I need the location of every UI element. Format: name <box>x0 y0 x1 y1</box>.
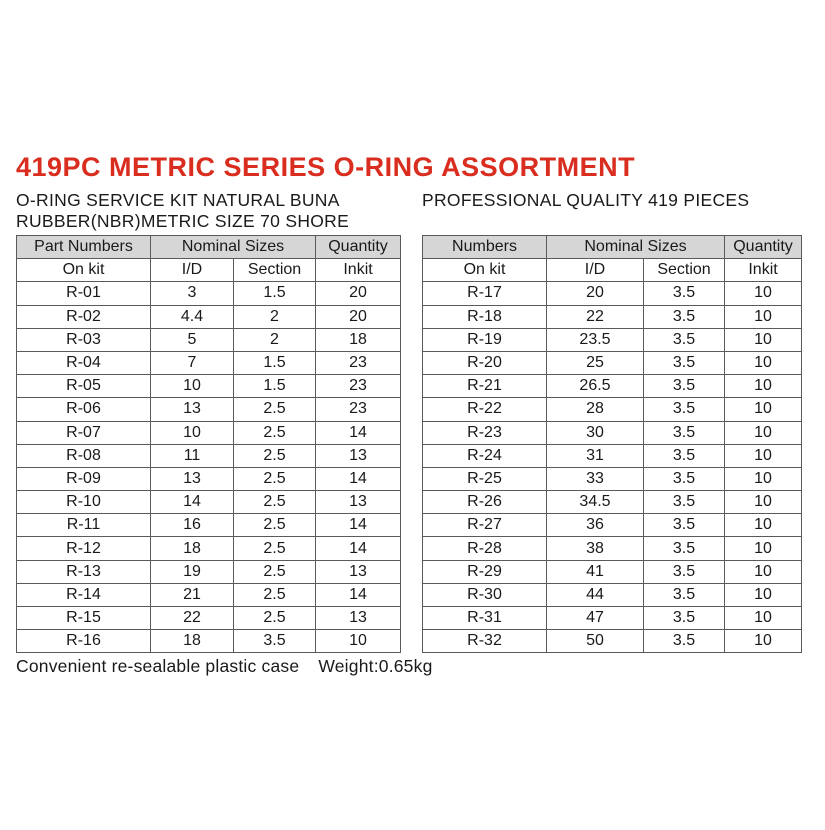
part-number-cell: R-22 <box>423 398 547 421</box>
quantity-cell: 10 <box>725 305 802 328</box>
footer-weight-text: Weight:0.65kg <box>318 656 433 676</box>
quantity-cell: 10 <box>316 630 401 653</box>
footer-note <box>16 656 433 677</box>
table-row <box>17 607 401 630</box>
subheader-section: Section <box>234 259 316 282</box>
id-cell: 13 <box>151 467 234 490</box>
table-row <box>17 514 401 537</box>
footer-case-text: Convenient re-sealable plastic case <box>16 656 300 676</box>
section-cell: 3.5 <box>644 398 725 421</box>
section-cell: 2.5 <box>234 560 316 583</box>
quantity-cell: 14 <box>316 467 401 490</box>
id-cell: 50 <box>547 630 644 653</box>
section-cell: 3.5 <box>644 607 725 630</box>
table-row <box>17 328 401 351</box>
part-number-cell: R-01 <box>17 282 151 305</box>
quantity-cell: 14 <box>316 514 401 537</box>
id-cell: 22 <box>151 607 234 630</box>
table-row <box>17 537 401 560</box>
section-cell: 2 <box>234 328 316 351</box>
quantity-cell: 10 <box>725 375 802 398</box>
table-row <box>17 560 401 583</box>
header-quantity: Quantity <box>316 236 401 259</box>
part-number-cell: R-27 <box>423 514 547 537</box>
quantity-cell: 10 <box>725 491 802 514</box>
header-nominal-sizes: Nominal Sizes <box>151 236 316 259</box>
part-number-cell: R-05 <box>17 375 151 398</box>
table-header-row <box>423 236 802 259</box>
quantity-cell: 23 <box>316 351 401 374</box>
quantity-cell: 13 <box>316 607 401 630</box>
quantity-cell: 10 <box>725 328 802 351</box>
part-number-cell: R-21 <box>423 375 547 398</box>
table-row <box>423 328 802 351</box>
page-title: 419PC METRIC SERIES O-RING ASSORTMENT <box>16 152 636 182</box>
id-cell: 44 <box>547 583 644 606</box>
part-number-cell: R-08 <box>17 444 151 467</box>
id-cell: 38 <box>547 537 644 560</box>
table-row <box>423 491 802 514</box>
part-number-cell: R-15 <box>17 607 151 630</box>
quantity-cell: 10 <box>725 398 802 421</box>
section-cell: 3.5 <box>644 491 725 514</box>
quantity-cell: 10 <box>725 537 802 560</box>
id-cell: 5 <box>151 328 234 351</box>
section-cell: 3.5 <box>644 630 725 653</box>
quantity-cell: 20 <box>316 282 401 305</box>
subheader-on-kit: On kit <box>17 259 151 282</box>
subheader-inkit: Inkit <box>316 259 401 282</box>
quantity-cell: 23 <box>316 398 401 421</box>
right-parts-table <box>422 235 802 653</box>
part-number-cell: R-28 <box>423 537 547 560</box>
id-cell: 20 <box>547 282 644 305</box>
table-row <box>423 282 802 305</box>
section-cell: 3.5 <box>644 537 725 560</box>
part-number-cell: R-11 <box>17 514 151 537</box>
id-cell: 4.4 <box>151 305 234 328</box>
subtitle-left <box>16 190 349 232</box>
id-cell: 33 <box>547 467 644 490</box>
table-row <box>17 398 401 421</box>
table-row <box>423 375 802 398</box>
left-parts-table <box>16 235 401 653</box>
section-cell: 1.5 <box>234 375 316 398</box>
id-cell: 14 <box>151 491 234 514</box>
part-number-cell: R-02 <box>17 305 151 328</box>
table-row <box>423 467 802 490</box>
quantity-cell: 13 <box>316 560 401 583</box>
quantity-cell: 14 <box>316 583 401 606</box>
part-number-cell: R-04 <box>17 351 151 374</box>
part-number-cell: R-29 <box>423 560 547 583</box>
quantity-cell: 14 <box>316 421 401 444</box>
part-number-cell: R-19 <box>423 328 547 351</box>
id-cell: 21 <box>151 583 234 606</box>
subtitle-left-line-1: O-RING SERVICE KIT NATURAL BUNA <box>16 190 340 210</box>
table-header-row <box>17 236 401 259</box>
id-cell: 19 <box>151 560 234 583</box>
part-number-cell: R-23 <box>423 421 547 444</box>
quantity-cell: 10 <box>725 444 802 467</box>
part-number-cell: R-10 <box>17 491 151 514</box>
part-number-cell: R-25 <box>423 467 547 490</box>
quantity-cell: 10 <box>725 560 802 583</box>
id-cell: 26.5 <box>547 375 644 398</box>
quantity-cell: 13 <box>316 444 401 467</box>
section-cell: 2.5 <box>234 467 316 490</box>
table-row <box>17 467 401 490</box>
table-row <box>423 351 802 374</box>
section-cell: 3.5 <box>644 282 725 305</box>
id-cell: 34.5 <box>547 491 644 514</box>
table-row <box>423 537 802 560</box>
section-cell: 2.5 <box>234 583 316 606</box>
table-row <box>423 398 802 421</box>
id-cell: 18 <box>151 537 234 560</box>
section-cell: 3.5 <box>644 514 725 537</box>
table-row <box>17 444 401 467</box>
id-cell: 13 <box>151 398 234 421</box>
part-number-cell: R-09 <box>17 467 151 490</box>
id-cell: 16 <box>151 514 234 537</box>
id-cell: 3 <box>151 282 234 305</box>
quantity-cell: 10 <box>725 583 802 606</box>
quantity-cell: 18 <box>316 328 401 351</box>
part-number-cell: R-12 <box>17 537 151 560</box>
id-cell: 31 <box>547 444 644 467</box>
subtitle-left-line-2: RUBBER(NBR)METRIC SIZE 70 SHORE <box>16 211 350 231</box>
part-number-cell: R-14 <box>17 583 151 606</box>
table-row <box>423 514 802 537</box>
table-row <box>17 282 401 305</box>
part-number-cell: R-13 <box>17 560 151 583</box>
part-number-cell: R-18 <box>423 305 547 328</box>
section-cell: 2.5 <box>234 607 316 630</box>
id-cell: 22 <box>547 305 644 328</box>
table-row <box>423 560 802 583</box>
header-nominal-sizes: Nominal Sizes <box>547 236 725 259</box>
section-cell: 2.5 <box>234 537 316 560</box>
subheader-on-kit: On kit <box>423 259 547 282</box>
subheader-id: I/D <box>547 259 644 282</box>
part-number-cell: R-24 <box>423 444 547 467</box>
part-number-cell: R-20 <box>423 351 547 374</box>
part-number-cell: R-03 <box>17 328 151 351</box>
quantity-cell: 23 <box>316 375 401 398</box>
id-cell: 18 <box>151 630 234 653</box>
id-cell: 47 <box>547 607 644 630</box>
section-cell: 2.5 <box>234 398 316 421</box>
id-cell: 41 <box>547 560 644 583</box>
table-row <box>17 375 401 398</box>
header-part-numbers: Part Numbers <box>17 236 151 259</box>
id-cell: 23.5 <box>547 328 644 351</box>
section-cell: 1.5 <box>234 351 316 374</box>
quantity-cell: 10 <box>725 467 802 490</box>
id-cell: 10 <box>151 421 234 444</box>
part-number-cell: R-31 <box>423 607 547 630</box>
section-cell: 3.5 <box>644 444 725 467</box>
right-table-body <box>423 282 802 653</box>
subheader-id: I/D <box>151 259 234 282</box>
section-cell: 3.5 <box>644 467 725 490</box>
quantity-cell: 10 <box>725 607 802 630</box>
section-cell: 3.5 <box>644 375 725 398</box>
table-row <box>17 630 401 653</box>
part-number-cell: R-26 <box>423 491 547 514</box>
section-cell: 3.5 <box>644 560 725 583</box>
quantity-cell: 14 <box>316 537 401 560</box>
part-number-cell: R-16 <box>17 630 151 653</box>
section-cell: 3.5 <box>644 421 725 444</box>
part-number-cell: R-06 <box>17 398 151 421</box>
header-quantity: Quantity <box>725 236 802 259</box>
quantity-cell: 10 <box>725 351 802 374</box>
table-row <box>423 421 802 444</box>
quantity-cell: 10 <box>725 282 802 305</box>
id-cell: 10 <box>151 375 234 398</box>
section-cell: 3.5 <box>644 305 725 328</box>
table-row <box>423 607 802 630</box>
section-cell: 2.5 <box>234 444 316 467</box>
table-row <box>17 351 401 374</box>
section-cell: 3.5 <box>644 328 725 351</box>
id-cell: 30 <box>547 421 644 444</box>
table-row <box>17 421 401 444</box>
table-subheader-row <box>423 259 802 282</box>
table-row <box>17 583 401 606</box>
quantity-cell: 10 <box>725 514 802 537</box>
quantity-cell: 13 <box>316 491 401 514</box>
quantity-cell: 10 <box>725 421 802 444</box>
table-row <box>423 305 802 328</box>
section-cell: 1.5 <box>234 282 316 305</box>
section-cell: 2.5 <box>234 421 316 444</box>
part-number-cell: R-30 <box>423 583 547 606</box>
section-cell: 2 <box>234 305 316 328</box>
subheader-inkit: Inkit <box>725 259 802 282</box>
table-row <box>17 305 401 328</box>
table-subheader-row <box>17 259 401 282</box>
section-cell: 3.5 <box>234 630 316 653</box>
id-cell: 25 <box>547 351 644 374</box>
quantity-cell: 20 <box>316 305 401 328</box>
section-cell: 3.5 <box>644 351 725 374</box>
section-cell: 2.5 <box>234 514 316 537</box>
table-row <box>17 491 401 514</box>
part-number-cell: R-32 <box>423 630 547 653</box>
table-row <box>423 583 802 606</box>
id-cell: 7 <box>151 351 234 374</box>
table-row <box>423 630 802 653</box>
part-number-cell: R-17 <box>423 282 547 305</box>
section-cell: 3.5 <box>644 583 725 606</box>
header-numbers: Numbers <box>423 236 547 259</box>
section-cell: 2.5 <box>234 491 316 514</box>
subtitle-right: PROFESSIONAL QUALITY 419 PIECES <box>422 190 750 210</box>
table-row <box>423 444 802 467</box>
id-cell: 11 <box>151 444 234 467</box>
id-cell: 36 <box>547 514 644 537</box>
quantity-cell: 10 <box>725 630 802 653</box>
subheader-section: Section <box>644 259 725 282</box>
left-table-body <box>17 282 401 653</box>
part-number-cell: R-07 <box>17 421 151 444</box>
id-cell: 28 <box>547 398 644 421</box>
